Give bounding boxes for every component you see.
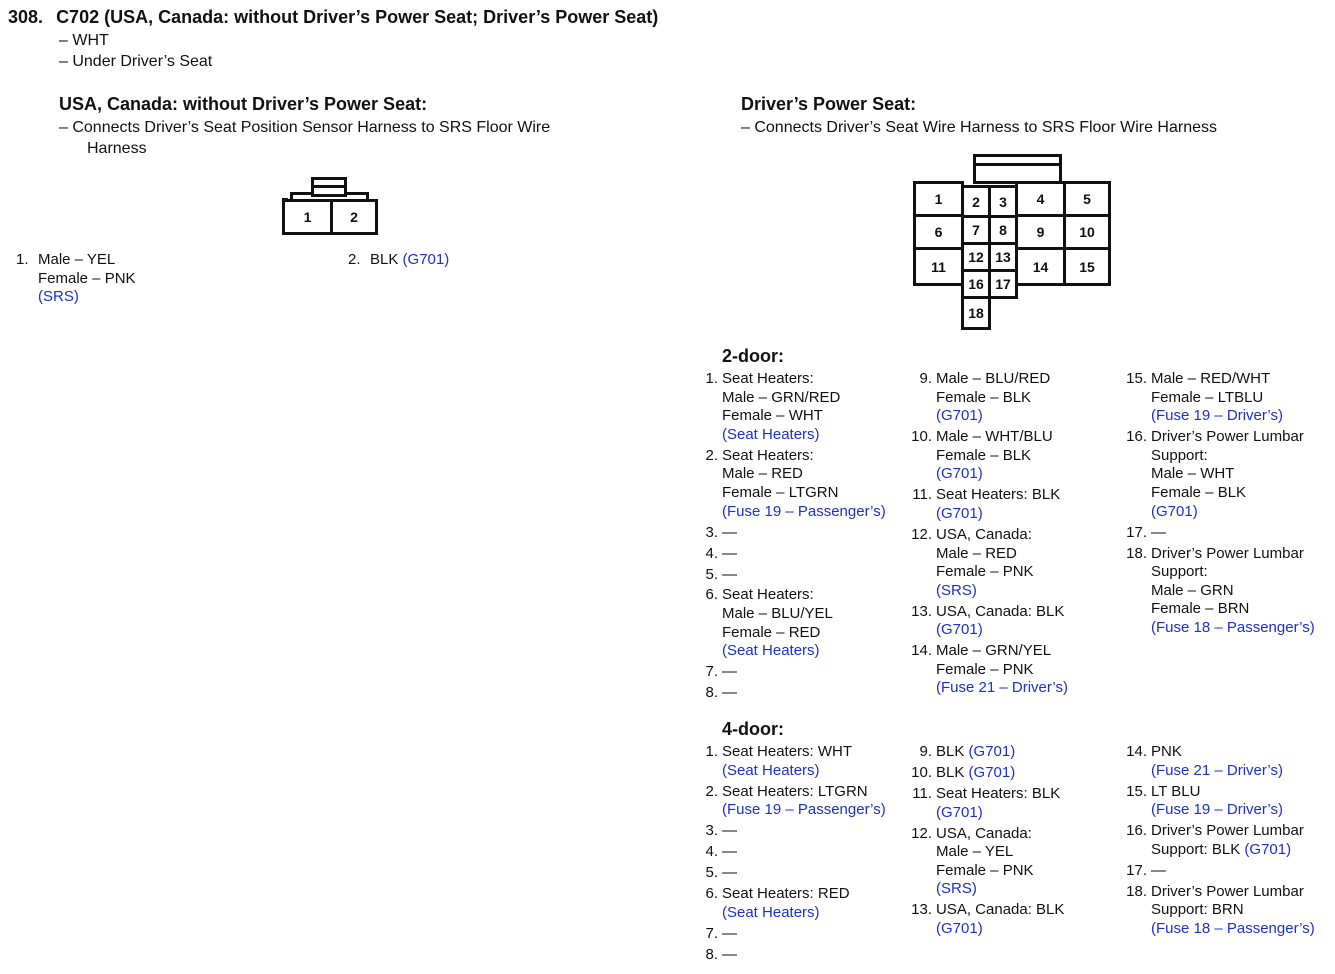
pin-line: Male – WHT [1151, 465, 1235, 483]
pin-2: 2 [330, 199, 378, 235]
pin-line: — [722, 565, 737, 583]
pin-number: 4. [705, 843, 718, 861]
pin-line: Seat Heaters: BLK [936, 784, 1061, 802]
pin-line: USA, Canada: BLK [936, 602, 1065, 620]
pin-ref-link[interactable]: (Fuse 21 – Driver’s) [936, 679, 1068, 697]
connector-title: C702 (USA, Canada: without Driver’s Power Seat; Driver’s Power Seat) [56, 7, 659, 27]
pin-line: — [722, 822, 737, 840]
pin-7: 7 [961, 215, 991, 245]
pin-line: — [722, 864, 737, 882]
pin-line: LT BLU [1151, 782, 1201, 800]
pin-line: USA, Canada: [936, 525, 1032, 543]
pin-15: 15 [1063, 247, 1111, 286]
connector-latch [973, 154, 1062, 184]
pin-12: 12 [961, 242, 991, 272]
four-door-col-2 [911, 743, 1124, 941]
pin-line: Male – BLU/RED [936, 370, 1051, 387]
pin-entry [911, 428, 1124, 484]
pin-entry [700, 684, 910, 703]
pin-line: Female – PNK [936, 563, 1034, 581]
pin-line: Male – BLU/YEL [722, 605, 833, 623]
pin-line: Seat Heaters: RED [722, 885, 850, 903]
left-pin-2 [348, 251, 449, 270]
pin-number: 5. [705, 864, 718, 882]
connector-location: – Under Driver’s Seat [59, 53, 213, 70]
pin-ref-link[interactable]: (Fuse 19 – Passenger’s) [722, 502, 886, 520]
pin-11: 11 [913, 247, 964, 286]
pin-entry [700, 843, 910, 862]
pin-wire: BLK [370, 251, 399, 268]
pin-number: 17. [1126, 523, 1147, 541]
pin-line: Male – WHT/BLU [936, 428, 1053, 446]
pin-ref-link[interactable]: (Seat Heaters) [722, 642, 820, 660]
pin-line: Female – PNK [936, 861, 1034, 879]
pin-number: 7. [705, 924, 718, 942]
pin-entry [700, 545, 910, 564]
pin-number: 18. [1126, 882, 1147, 900]
pin-ref-link[interactable]: (Fuse 18 – Passenger’s) [1151, 919, 1315, 937]
pin-entry [911, 763, 1124, 783]
pin-line: Support: BRN [1151, 901, 1244, 919]
pin-line: Male – GRN/YEL [936, 642, 1052, 660]
pin-number: 8. [705, 945, 718, 963]
pin-6: 6 [913, 214, 964, 250]
pin-ref-link[interactable]: (G701) [936, 504, 983, 522]
pin-3: 3 [988, 185, 1018, 218]
pin-line: Female – BLK [936, 388, 1032, 406]
pin-number: 13. [911, 602, 932, 620]
pin-number: 2. [348, 251, 361, 268]
connector-color: – WHT [59, 32, 109, 49]
connector-shoulder-left [290, 192, 311, 195]
pin-entry [1126, 882, 1335, 939]
pin-number: 11. [912, 486, 932, 504]
pin-line: Male – GRN/RED [722, 388, 841, 406]
pin-8: 8 [988, 215, 1018, 245]
pin-number: 4. [705, 544, 718, 562]
pin-ref-link[interactable]: (Fuse 19 – Passenger’s) [722, 801, 886, 819]
pin-line: Male – RED [722, 465, 803, 483]
pin-entry [914, 785, 1124, 822]
pin-line: — [722, 523, 737, 541]
pin-number: 12. [911, 824, 932, 842]
pin-line: Female – PNK [38, 269, 136, 287]
pin-1: 1 [282, 199, 333, 235]
pin-ref-link[interactable]: (G701) [936, 803, 983, 821]
pin-line: PNK [1151, 743, 1182, 760]
pin-entry [700, 586, 910, 660]
pin-number: 3. [705, 523, 718, 541]
pin-ref-link[interactable]: (SRS) [936, 581, 977, 599]
pin-number: 5. [705, 565, 718, 583]
pin-line: — [1151, 523, 1166, 541]
pin-entry [1126, 544, 1335, 638]
pin-ref-link[interactable]: (G701) [936, 465, 983, 483]
pin-ref-link[interactable]: (Fuse 18 – Passenger’s) [1151, 618, 1315, 636]
pin-line: — [722, 945, 737, 963]
two-door-col-2 [911, 370, 1124, 700]
pin-number: 6. [705, 586, 718, 604]
pin-number: 14. [1126, 743, 1147, 760]
two-door-col-1 [700, 370, 910, 705]
pin-number: 9. [919, 370, 932, 387]
two-door-heading: 2-door: [722, 346, 784, 366]
left-pin-1 [16, 251, 136, 307]
pin-number: 16. [1126, 428, 1147, 446]
connector-18pin-diagram [913, 154, 1111, 330]
pin-entry [700, 822, 910, 841]
pin-ref-link[interactable]: (SRS) [936, 880, 977, 898]
pin-ref-link[interactable]: (Seat Heaters) [722, 761, 820, 779]
pin-number: 15. [1126, 782, 1147, 800]
pin-line: Support: [1151, 563, 1208, 581]
pin-line: Female – LTBLU [1151, 388, 1264, 406]
pin-entry [700, 743, 910, 780]
latch-line [973, 163, 1062, 166]
section-number: 308. [8, 7, 44, 27]
pin-line: — [722, 924, 737, 942]
pin-entry [700, 925, 910, 944]
pin-number: 6. [705, 885, 718, 903]
pin-line: Female – RED [722, 623, 821, 641]
pin-line: Seat Heaters: WHT [722, 743, 853, 760]
pin-ref-link[interactable]: (Fuse 19 – Driver’s) [1151, 801, 1283, 819]
pin-number: 14. [911, 642, 932, 660]
pin-line: Male – YEL [38, 251, 116, 268]
pin-entry [700, 885, 910, 922]
pin-ref-link[interactable]: (G701) [936, 407, 983, 425]
pin-entry [911, 642, 1124, 698]
pin-entry [700, 566, 910, 585]
pin-wire: Support: BLK [1151, 840, 1241, 858]
pin-line: Male – GRN [1151, 581, 1234, 599]
pin-number: 18. [1126, 544, 1147, 562]
pin-number: 16. [1126, 822, 1147, 840]
pin-ref-link[interactable]: (Fuse 19 – Driver’s) [1151, 407, 1283, 425]
connector-edge-left [290, 192, 293, 201]
pin-13: 13 [988, 242, 1018, 272]
pin-10: 10 [1063, 214, 1111, 250]
pin-number: 2. [705, 782, 718, 800]
pin-ref-link[interactable]: (G701) [936, 621, 983, 639]
left-description: – Connects Driver’s Seat Position Sensor Harness to SRS Floor Wire [59, 119, 551, 136]
pin-line: Seat Heaters: [722, 370, 814, 387]
pin-line: Female – BLK [936, 446, 1032, 464]
pin-number: 1. [705, 370, 718, 387]
pin-entry [1126, 428, 1335, 521]
pin-ref-link[interactable]: (G701) [1244, 840, 1292, 858]
pin-entry [914, 486, 1124, 523]
pin-line: USA, Canada: BLK [936, 901, 1065, 919]
pin-number: 1. [16, 251, 29, 268]
pin-number: 10. [911, 428, 932, 446]
pin-line: — [1151, 861, 1166, 879]
pin-line: — [722, 843, 737, 861]
pin-number: 8. [705, 684, 718, 702]
pin-line: Driver’s Power Lumbar [1151, 882, 1304, 900]
four-door-heading: 4-door: [722, 719, 784, 739]
pin-5: 5 [1063, 181, 1111, 217]
pin-ref-link[interactable]: (Seat Heaters) [722, 903, 820, 921]
pin-entry [914, 370, 1124, 426]
pin-ref-link[interactable]: (Seat Heaters) [722, 425, 820, 443]
pin-line: — [722, 684, 737, 702]
pin-entry [700, 524, 910, 543]
pin-entry [700, 864, 910, 883]
pin-entry [911, 824, 1124, 899]
pin-16: 16 [961, 269, 991, 299]
pin-line: Support: [1151, 446, 1208, 464]
pin-number: 7. [705, 663, 718, 681]
connector-2pin-diagram [282, 177, 378, 237]
pin-18: 18 [961, 296, 991, 330]
two-door-col-3 [1126, 370, 1335, 640]
pin-17: 17 [988, 269, 1018, 299]
pin-number: 3. [705, 822, 718, 840]
pin-number: 10. [911, 763, 932, 781]
pin-2: 2 [961, 185, 991, 218]
pin-entry [911, 901, 1124, 938]
pin-entry [700, 370, 910, 444]
right-heading: Driver’s Power Seat: [741, 94, 917, 114]
pin-entry [700, 946, 910, 965]
pin-entry [700, 663, 910, 682]
page-title [8, 7, 658, 28]
pin-number: 2. [705, 446, 718, 464]
pin-number: 13. [911, 901, 932, 919]
connector-edge-right [366, 192, 369, 201]
four-door-col-1 [700, 743, 910, 967]
pin-line: Female – BLK [1151, 483, 1247, 501]
pin-line: USA, Canada: [936, 824, 1032, 842]
pin-line: Female – PNK [936, 660, 1034, 678]
pin-line: Seat Heaters: [722, 586, 814, 604]
left-description-cont: Harness [87, 140, 147, 157]
pin-line: Seat Heaters: LTGRN [722, 782, 868, 800]
pin-line: Male – RED/WHT [1151, 370, 1271, 387]
left-heading: USA, Canada: without Driver’s Power Seat: [59, 94, 428, 114]
pin-line: Female – LTGRN [722, 483, 839, 501]
pin-number: 15. [1126, 370, 1147, 387]
pin-number: 12. [911, 525, 932, 543]
pin-ref-link[interactable]: (SRS) [38, 288, 79, 306]
pin-wire: BLK [936, 743, 965, 760]
pin-entry [1126, 370, 1335, 426]
pin-number: 9. [919, 743, 932, 760]
pin-ref-link[interactable]: (G701) [968, 743, 1016, 760]
right-description: – Connects Driver’s Seat Wire Harness to SRS Floor Wire Harness [741, 119, 1217, 136]
pin-number: 11. [912, 784, 932, 802]
pin-number: 17. [1126, 861, 1147, 879]
pin-entry [914, 743, 1124, 762]
pin-line: Male – RED [936, 544, 1017, 562]
pin-line: Seat Heaters: [722, 446, 814, 464]
pin-ref-link[interactable]: (G701) [968, 763, 1016, 781]
pin-ref-link[interactable]: (Fuse 21 – Driver’s) [1151, 761, 1283, 779]
pin-entry [911, 525, 1124, 600]
pin-entry [700, 783, 910, 820]
pin-line: — [722, 663, 737, 681]
pin-line: Female – BRN [1151, 600, 1250, 618]
pin-entry [1126, 782, 1335, 820]
connector-shoulder-right [347, 192, 368, 195]
pin-entry [1126, 861, 1335, 881]
pin-line: Seat Heaters: BLK [936, 486, 1061, 504]
pin-entry [700, 447, 910, 521]
pin-number: 1. [705, 743, 718, 760]
pin-wire: BLK [936, 763, 965, 781]
pin-entry [1126, 523, 1335, 543]
latch-line [311, 185, 347, 188]
four-door-col-3 [1126, 743, 1335, 941]
pin-9: 9 [1015, 214, 1066, 250]
pin-line: Male – YEL [936, 843, 1014, 861]
pin-entry [1126, 822, 1335, 859]
pin-entry [1126, 743, 1335, 780]
pin-14: 14 [1015, 247, 1066, 286]
pin-ref-link[interactable]: (G701) [936, 919, 983, 937]
pin-entry [911, 602, 1124, 640]
pin-ref-link[interactable]: (G701) [1151, 502, 1198, 520]
pin-1: 1 [913, 181, 964, 217]
pin-line: — [722, 544, 737, 562]
pin-ref-link[interactable]: (G701) [402, 251, 450, 268]
pin-line: Driver’s Power Lumbar [1151, 822, 1304, 840]
pin-line: Driver’s Power Lumbar [1151, 428, 1304, 446]
pin-line: Female – WHT [722, 407, 823, 425]
pin-line: Driver’s Power Lumbar [1151, 544, 1304, 562]
pin-4: 4 [1015, 181, 1066, 217]
